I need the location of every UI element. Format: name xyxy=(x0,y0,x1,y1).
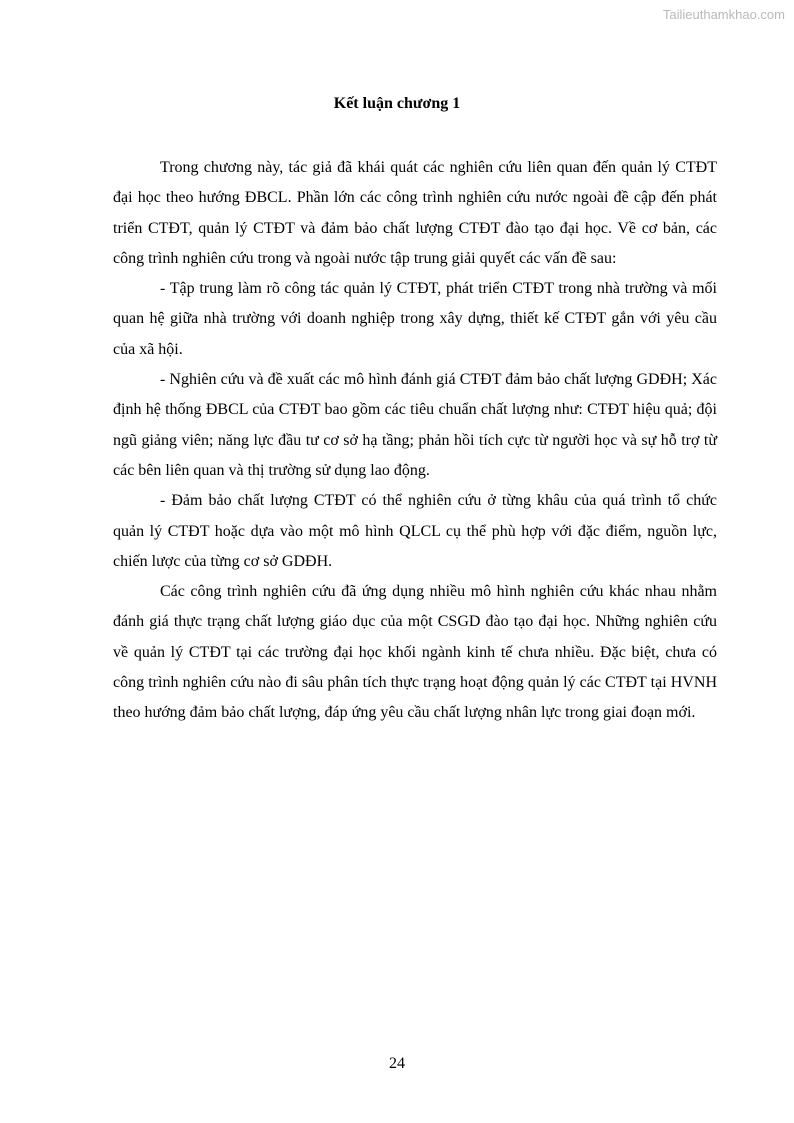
paragraph-point-1: - Tập trung làm rõ công tác quản lý CTĐT, phát triển CTĐT trong nhà trường và mối quan hệ giữa nhà trường với doanh nghiệp trong xây dựng, thiết kế CTĐT gắn với yêu cầu của xã hội. xyxy=(113,280,717,358)
paragraph-intro: Trong chương này, tác giả đã khái quát các nghiên cứu liên quan đến quản lý CTĐT đại học theo hướng ĐBCL. Phần lớn các công trình nghiên cứu nước ngoài đề cập đến phát triển CTĐT, quản lý CTĐT và đảm bảo chất lượng CTĐT đào tạo đại học. Về cơ bản, các công trình nghiên cứu trong và ngoài nước tập trung giải quyết các vấn đề sau: xyxy=(113,159,717,267)
paragraph-point-3: - Đảm bảo chất lượng CTĐT có thể nghiên cứu ở từng khâu của quá trình tổ chức quản lý CTĐT hoặc dựa vào một mô hình QLCL cụ thể phù hợp với đặc điểm, nguồn lực, chiến lược của từng cơ sở GDĐH. xyxy=(113,492,717,570)
paragraph-point-2: - Nghiên cứu và đề xuất các mô hình đánh giá CTĐT đảm bảo chất lượng GDĐH; Xác định hệ thống ĐBCL của CTĐT bao gồm các tiêu chuẩn chất lượng như: CTĐT hiệu quả; đội ngũ giảng viên; năng lực đầu tư cơ sở hạ tầng; phản hồi tích cực từ người học và sự hỗ trợ từ các bên liên quan và thị trường sử dụng lao động. xyxy=(113,371,717,479)
page-title: Kết luận chương 1 xyxy=(333,95,461,112)
paragraph-conclusion: Các công trình nghiên cứu đã ứng dụng nhiều mô hình nghiên cứu khác nhau nhằm đánh giá thực trạng chất lượng giáo dục của một CSGD đào tạo đại học. Những nghiên cứu về quản lý CTĐT tại các trường đại học khối ngành kinh tế chưa nhiều. Đặc biệt, chưa có công trình nghiên cứu nào đi sâu phân tích thực trạng hoạt động quản lý các CTĐT tại HVNH theo hướng đảm bảo chất lượng, đáp ứng yêu cầu chất lượng nhân lực trong giai đoạn mới. xyxy=(113,583,717,722)
watermark-text: Tailieuthamkhao.com xyxy=(662,7,785,22)
body-text xyxy=(113,153,717,729)
page-number: 24 xyxy=(389,1055,405,1072)
